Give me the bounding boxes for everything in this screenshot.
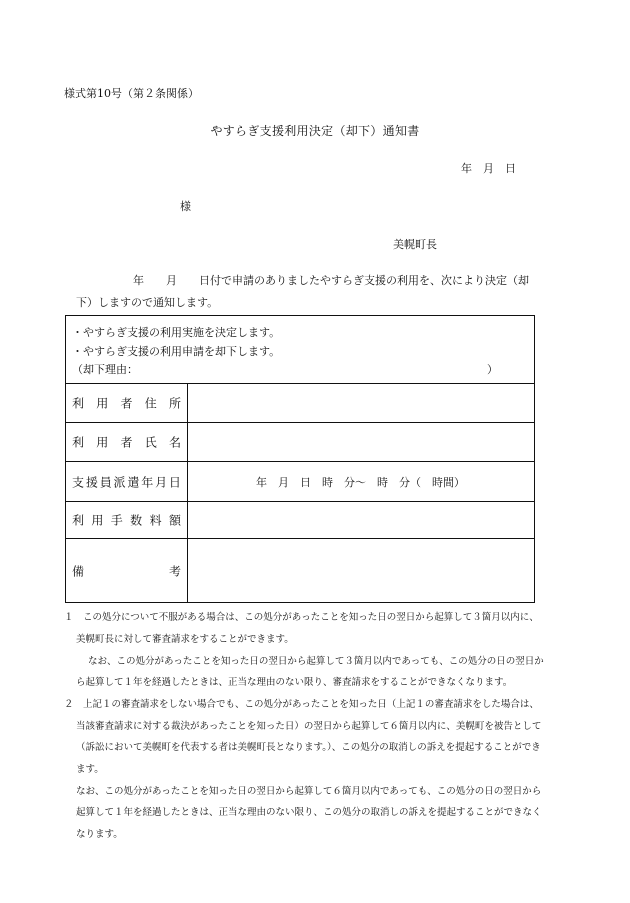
char: 手 xyxy=(110,513,123,528)
note-2-line-4: ます。 xyxy=(76,764,104,775)
note-2-line-2: 当該審査請求に対する裁決があったことを知った日）の翌日から起算して６箇月以内に、美幌町を被告として xyxy=(76,721,542,732)
date-line: 年 月 日 xyxy=(461,162,516,175)
char: 用 xyxy=(91,513,104,528)
char: 員 xyxy=(99,475,112,489)
value-usage-fee[interactable] xyxy=(188,502,534,538)
label-text-name xyxy=(72,434,181,451)
body-line-1: 年 月 日付で申請のありましたやすらぎ支援の利用を、次により決定（却 xyxy=(133,274,529,287)
reject-reason-close: ） xyxy=(487,363,498,376)
note-2-line-7: なります。 xyxy=(76,829,123,840)
char: 氏 xyxy=(144,435,157,450)
char: 利 xyxy=(72,396,85,411)
row-usage-fee xyxy=(66,502,534,539)
note-2-line-1: ２ 上記１の審査請求をしない場合でも、この処分があったことを知った日（上記１の審査請求をした場合は、 xyxy=(64,699,539,710)
note-2-line-6: 起算して１年を経過したときは、正当な理由のない限り、この処分の取消しの訴えを提起することができなく xyxy=(76,807,542,818)
char: 住 xyxy=(144,396,157,411)
char: 者 xyxy=(120,435,133,450)
value-dispatch-date[interactable] xyxy=(188,462,534,501)
body-text-1 xyxy=(133,272,529,288)
decision-table xyxy=(65,315,535,603)
note-1-line-3: なお、この処分があったことを知った日の翌日から起算して３箇月以内であっても、この処分の日の翌日か xyxy=(88,656,544,667)
label-user-address xyxy=(66,384,188,422)
char: 名 xyxy=(168,435,181,450)
label-remarks xyxy=(66,539,188,602)
char: 年 xyxy=(141,475,154,489)
note-2-line-3: （訴訟において美幌町を代表する者は美幌町長となります。）、この処分の取消しの訴えを提起することができ xyxy=(76,742,541,753)
row-remarks xyxy=(66,539,534,602)
value-user-name[interactable] xyxy=(188,423,534,461)
char: 備 xyxy=(72,564,85,578)
label-text-remarks xyxy=(72,562,181,579)
value-remarks[interactable] xyxy=(188,539,534,602)
char: 料 xyxy=(149,513,162,528)
recipient-suffix: 様 xyxy=(180,200,191,213)
label-dispatch-date xyxy=(66,462,188,501)
label-text-dispatch xyxy=(72,473,181,490)
note-2-line-5: なお、この処分があったことを知った日の翌日から起算して６箇月以内であっても、この処分の日の翌日から xyxy=(76,786,542,797)
row-user-address xyxy=(66,384,534,423)
label-user-name xyxy=(66,423,188,461)
char: 月 xyxy=(155,475,168,489)
dispatch-date-template: 年 月 日 時 分〜 時 分（ 時間） xyxy=(256,475,465,489)
char: 者 xyxy=(120,396,133,411)
label-text-fee xyxy=(72,512,181,529)
label-usage-fee xyxy=(66,502,188,538)
option-approve: ・やすらぎ支援の利用実施を決定します。 xyxy=(72,326,281,339)
page-title: やすらぎ支援利用決定（却下）通知書 xyxy=(210,124,420,138)
char: 利 xyxy=(72,435,85,450)
row-user-name xyxy=(66,423,534,462)
body-line-2: 下）しますので通知します。 xyxy=(76,296,219,309)
char: 利 xyxy=(72,513,85,528)
issuer-name: 美幌町長 xyxy=(393,238,437,251)
option-reject: ・やすらぎ支援の利用申請を却下します。 xyxy=(72,345,281,358)
reject-reason-label: （却下理由： xyxy=(72,363,138,376)
note-1-line-1: １ この処分について不服がある場合は、この処分があったことを知った日の翌日から起算して３箇月以内に、 xyxy=(64,612,539,623)
note-1-line-2: 美幌町長に対して審査請求をすることができます。 xyxy=(76,634,294,645)
char: 数 xyxy=(130,513,143,528)
decision-options xyxy=(66,316,534,384)
char: 遣 xyxy=(127,475,140,489)
char: 援 xyxy=(85,475,98,489)
note-1-line-4: ら起算して１年を経過したときは、正当な理由のない限り、審査請求をすることができなくなります。 xyxy=(76,677,513,688)
char: 日 xyxy=(168,475,181,489)
label-text-address xyxy=(72,395,181,412)
char: 支 xyxy=(72,475,85,489)
row-dispatch-date xyxy=(66,462,534,502)
char: 用 xyxy=(96,435,109,450)
char: 用 xyxy=(96,396,109,411)
char: 額 xyxy=(168,513,181,528)
char: 所 xyxy=(168,396,181,411)
value-user-address[interactable] xyxy=(188,384,534,422)
char: 派 xyxy=(113,475,126,489)
form-number: 様式第10号（第２条関係） xyxy=(64,87,199,100)
char: 考 xyxy=(168,564,181,578)
